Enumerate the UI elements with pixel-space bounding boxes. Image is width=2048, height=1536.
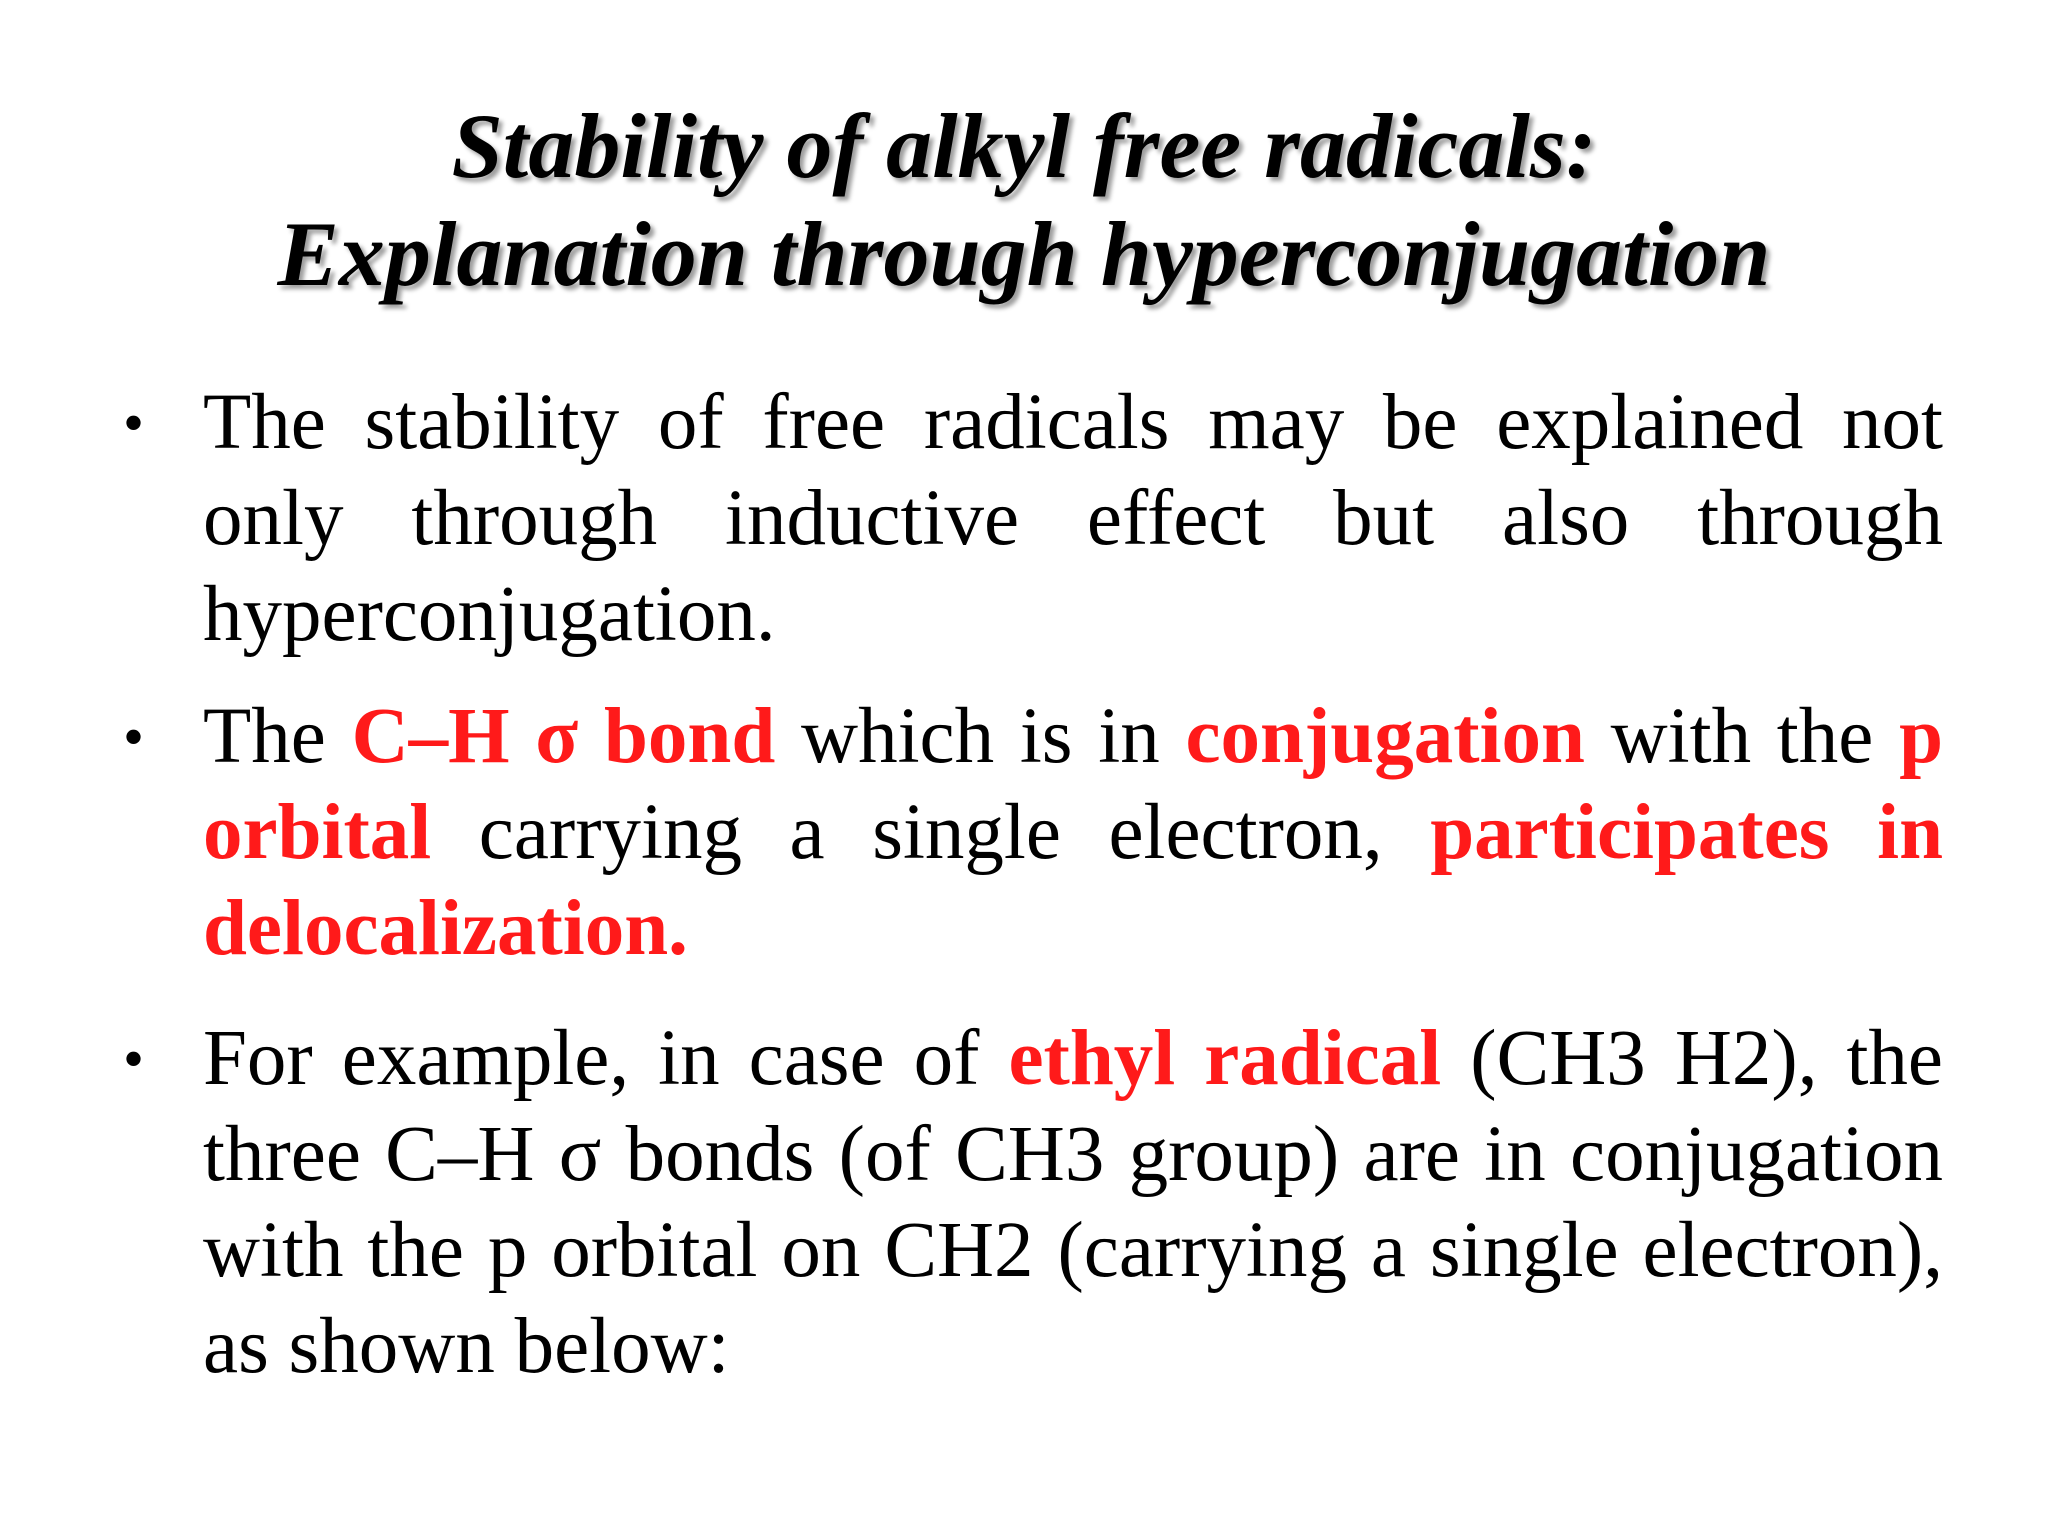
highlighted-term: C–H σ bond bbox=[351, 693, 776, 780]
title-line-2: Explanation through hyperconjugation bbox=[277, 203, 1771, 305]
bullet-text-segment: which is in bbox=[775, 693, 1186, 780]
title-line-1: Stability of alkyl free radicals: bbox=[451, 95, 1597, 197]
slide-title bbox=[0, 92, 2048, 308]
highlighted-term: ethyl radical bbox=[1008, 1015, 1442, 1102]
bullet-text-segment: The stability of free radicals may be explained not only through inductive effect but also through hyperconjugation. bbox=[203, 379, 1943, 658]
highlighted-term: conjugation bbox=[1185, 693, 1585, 780]
bullet-text-segment: carrying a single electron, bbox=[431, 789, 1431, 876]
bullet-dot-icon: • bbox=[123, 390, 145, 456]
bullet-text-segment: with the bbox=[1584, 693, 1900, 780]
bullet-dot-icon: • bbox=[123, 704, 145, 770]
bullet-text-segment: For example, in case of bbox=[203, 1015, 1009, 1102]
bullet-text bbox=[203, 379, 1943, 658]
highlighted-term: participates in delocalization. bbox=[203, 789, 1943, 972]
bullet-text-segment: The bbox=[203, 693, 352, 780]
bullet-text bbox=[203, 1015, 1943, 1390]
highlighted-term: p orbital bbox=[203, 693, 1943, 876]
bullet-text-segment: (CH3 H2), the three C–H σ bonds (of CH3 group) are in conjugation with the p orbital on CH2 (carrying a single electron), as shown below: bbox=[203, 1015, 1943, 1390]
bullet-item bbox=[117, 1011, 1943, 1395]
bullet-item bbox=[117, 375, 1943, 663]
bullet-text bbox=[203, 693, 1943, 972]
bullet-item bbox=[117, 689, 1943, 977]
bullet-dot-icon: • bbox=[123, 1026, 145, 1092]
bullet-list bbox=[117, 375, 1943, 1395]
